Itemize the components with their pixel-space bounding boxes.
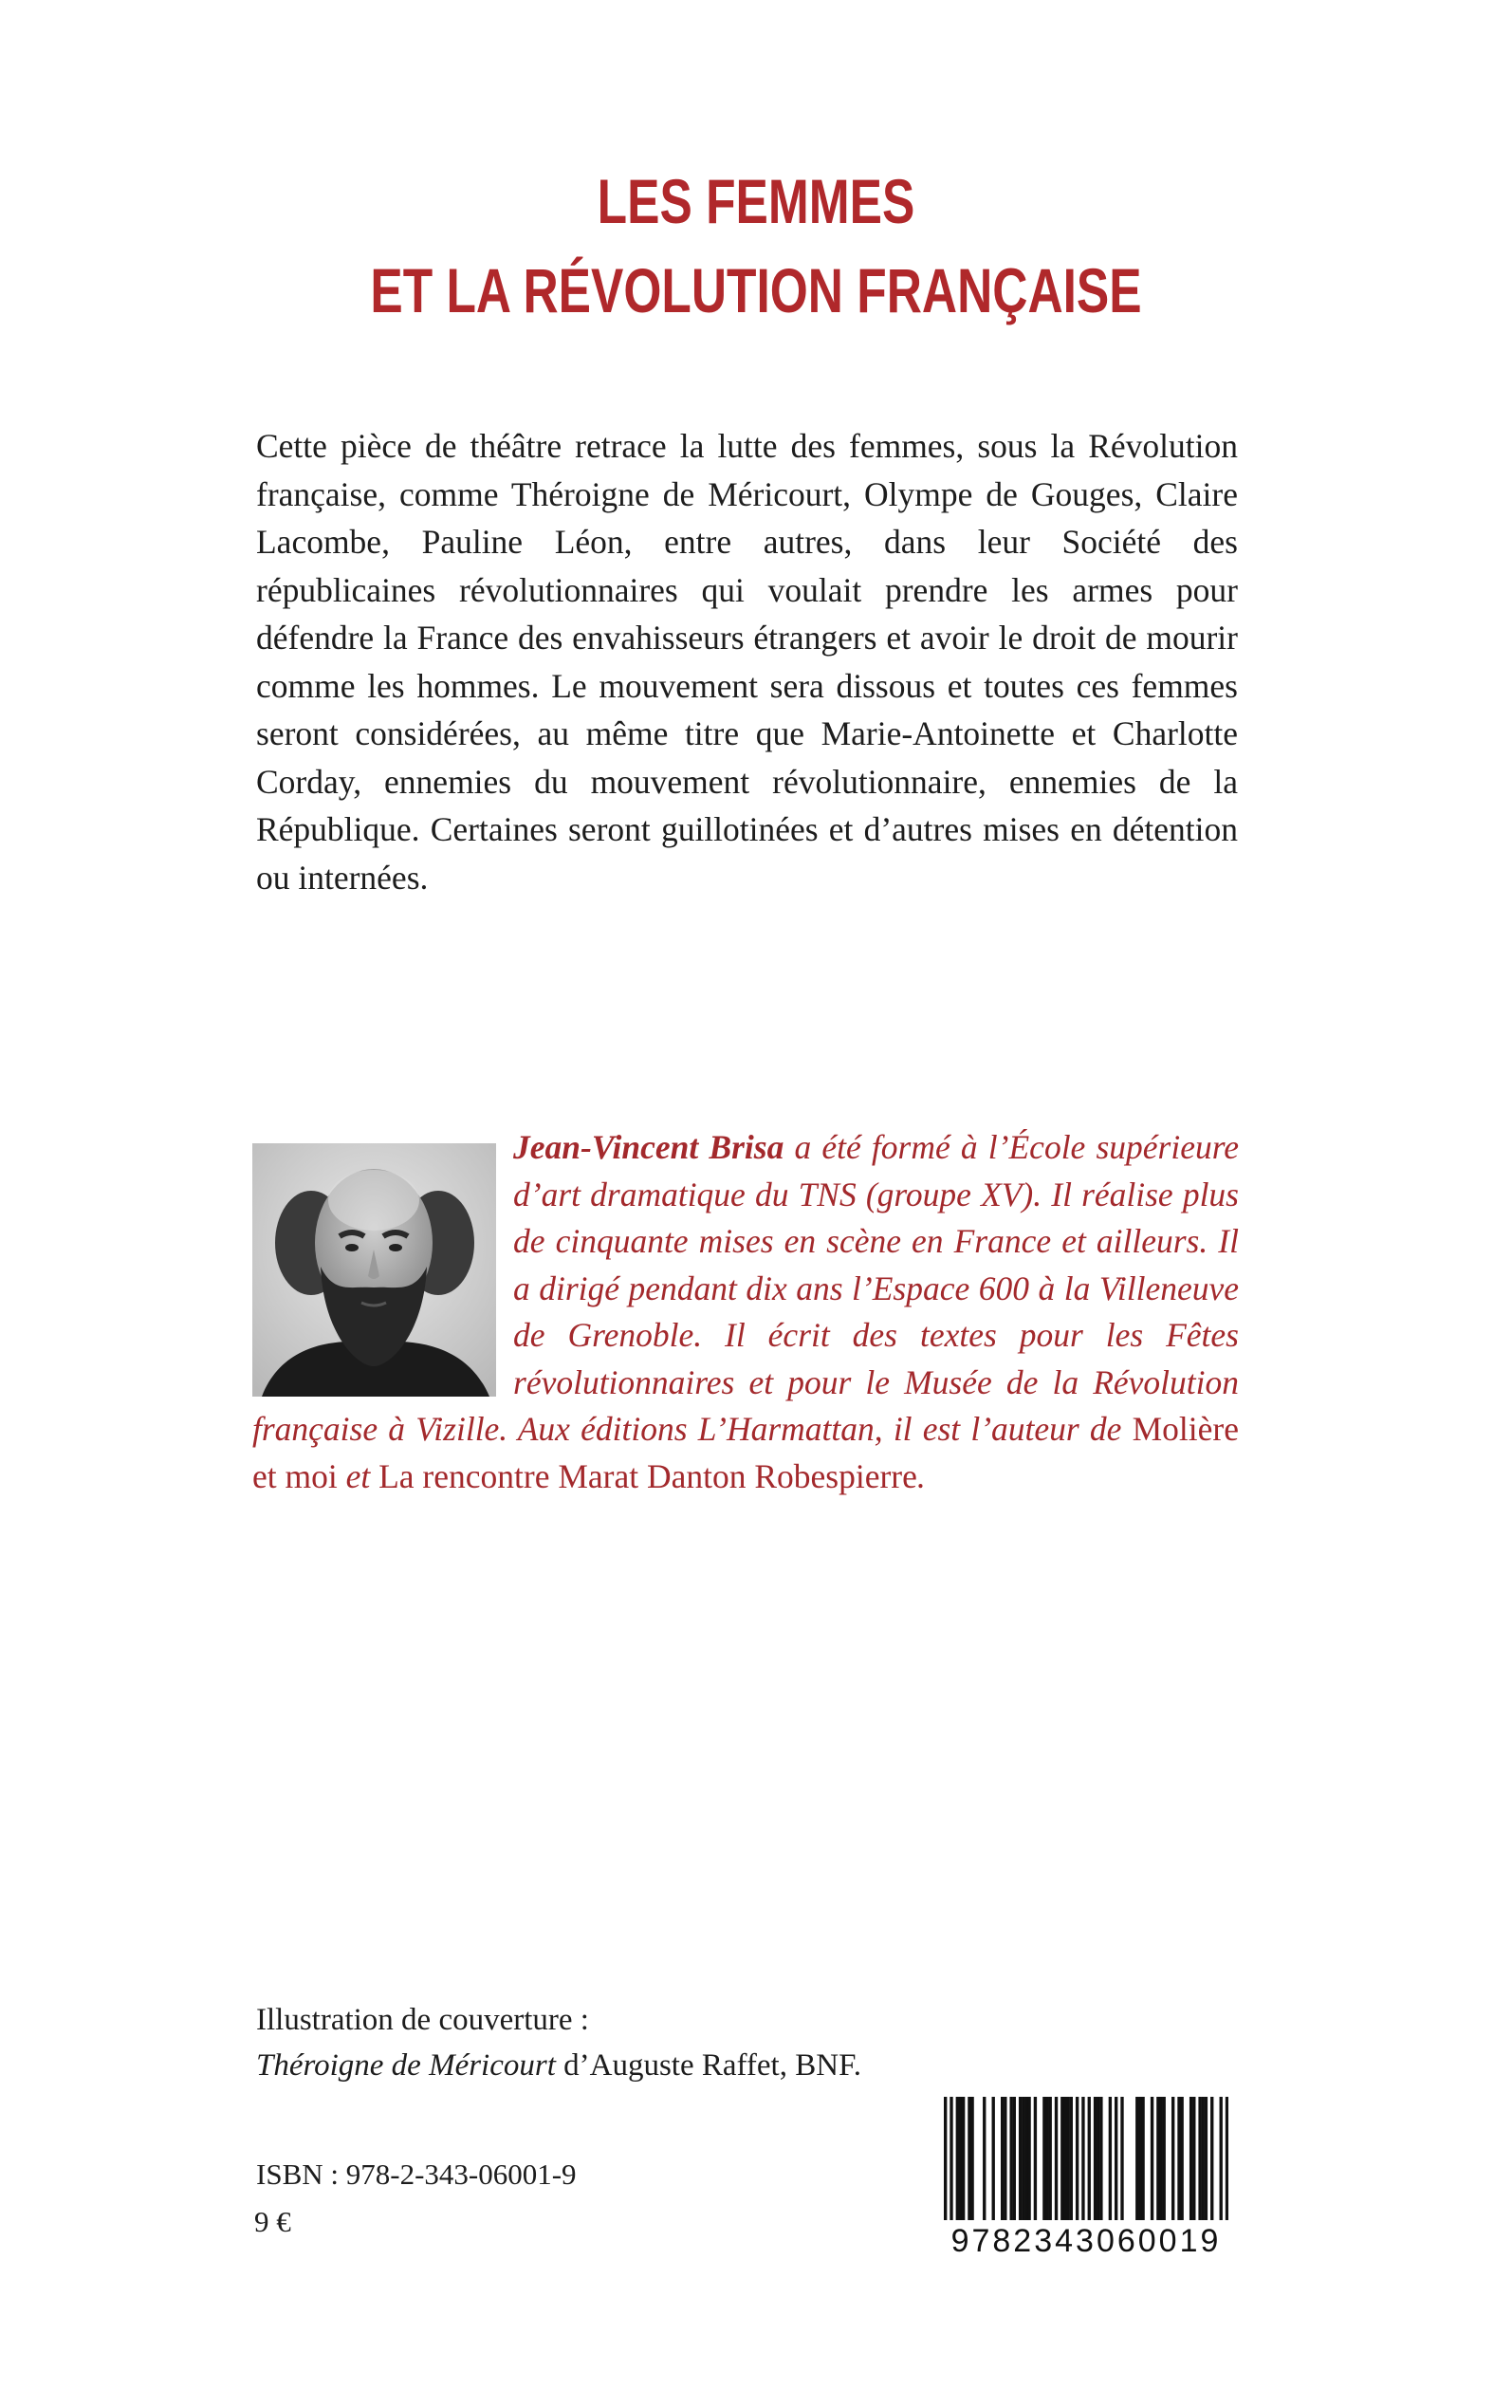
barcode-bar <box>1192 2097 1195 2220</box>
cover-credit-label: Illustration de couverture : <box>256 2003 589 2037</box>
book-title-2: La rencontre Marat Danton Robespierre <box>378 1456 917 1495</box>
barcode-bar <box>1109 2097 1112 2220</box>
barcode-bar <box>1198 2097 1201 2220</box>
barcode-bar <box>1060 2097 1063 2220</box>
barcode-bar <box>1171 2097 1174 2220</box>
barcode-bar <box>1034 2097 1037 2220</box>
bio-text-part-1: a été formé à l’École supérieure d’art dramatique du TNS (groupe XV). Il réalise plus de cinquante mises en scène en France et ailleurs. Il a dirigé pendant dix ans l’Espace 600 à la Villeneuve de Grenoble. Il écrit des textes pour les Fêtes révolutionnaires et pour le Musée de la Révolution française à Vizille. Aux éditions L’Harmattan, il est l’auteur de <box>252 1128 1239 1448</box>
price: 9 € <box>254 2205 291 2238</box>
barcode-bar <box>1120 2097 1123 2220</box>
barcode-digits: 9782343060019 <box>950 2223 1222 2259</box>
cover-artwork-source: d’Auguste Raffet, BNF. <box>555 2048 862 2083</box>
book-summary: Cette pièce de théâtre retrace la lutte des femmes, sous la Révolution française, comme Théroigne de Méricourt, Olympe de Gouges, Claire Lacombe, Pauline Léon, entre autres, dans leur Société des républicaines révolutionnaires qui voulait prendre les armes pour défendre la France des envahisseurs étrangers et avoir le droit de mourir comme les hommes. Le mouvement sera dissous et toutes ces femmes seront considérées, au même titre que Marie-Antoinette et Charlotte Corday, ennemies du mouvement révolutionnaire, ennemies de la République. Certaines seront guillotinées et d’autres mises en détention ou internées. <box>256 427 1238 897</box>
barcode-bars <box>944 2097 1228 2225</box>
barcode-bar <box>1055 2097 1058 2220</box>
barcode-bar <box>1156 2097 1159 2220</box>
barcode-bar <box>1019 2097 1022 2220</box>
barcode-bar <box>944 2097 947 2220</box>
barcode-bar <box>1081 2097 1084 2220</box>
author-photo <box>252 1143 496 1397</box>
barcode-bar <box>1141 2097 1144 2220</box>
barcode-bar <box>1177 2097 1180 2220</box>
barcode-bar <box>1220 2097 1223 2220</box>
barcode-bar <box>1042 2097 1045 2220</box>
barcode-bar <box>959 2097 962 2220</box>
barcode-bar <box>1049 2097 1052 2220</box>
barcode-bar <box>1163 2097 1166 2220</box>
barcode-bar <box>1115 2097 1117 2220</box>
barcode-bar <box>983 2097 986 2220</box>
barcode-bar <box>1045 2097 1048 2220</box>
barcode-bar <box>1151 2097 1153 2220</box>
barcode-bar <box>1004 2097 1006 2220</box>
author-portrait-image <box>252 1143 496 1397</box>
bio-text-part-3: . <box>916 1456 926 1495</box>
cover-artwork-title: Théroigne de Méricourt <box>256 2048 556 2083</box>
barcode-bar <box>1099 2097 1102 2220</box>
barcode-bar <box>1138 2097 1141 2220</box>
barcode-bar <box>968 2097 970 2220</box>
barcode-bar <box>1202 2097 1205 2220</box>
barcode-bar <box>1189 2097 1192 2220</box>
barcode-bar <box>950 2097 952 2220</box>
barcode-bar <box>1159 2097 1162 2220</box>
barcode-bar <box>1226 2097 1228 2220</box>
barcode-bar <box>1024 2097 1027 2220</box>
barcode-bar <box>1063 2097 1066 2220</box>
author-bio <box>252 1124 1239 1551</box>
title-line-2: ET LA RÉVOLUTION FRANÇAISE <box>370 255 1142 325</box>
barcode-bar <box>1088 2097 1091 2220</box>
barcode-bar <box>1001 2097 1004 2220</box>
cover-credit-line <box>256 2043 861 2088</box>
barcode-bar <box>992 2097 995 2220</box>
barcode <box>944 2097 1228 2268</box>
barcode-bar <box>1013 2097 1016 2220</box>
isbn: ISBN : 978-2-343-06001-9 <box>256 2158 577 2191</box>
barcode-bar <box>1009 2097 1012 2220</box>
barcode-bar <box>962 2097 965 2220</box>
barcode-bar <box>1210 2097 1213 2220</box>
book-title-1: Molière et moi <box>252 1410 1239 1495</box>
barcode-bar <box>1070 2097 1073 2220</box>
barcode-bar <box>1027 2097 1030 2220</box>
barcode-bar <box>1097 2097 1099 2220</box>
bio-text-part-2: et <box>337 1456 379 1495</box>
barcode-bar <box>1205 2097 1208 2220</box>
author-name: Jean-Vincent Brisa <box>513 1128 784 1166</box>
cover-credit <box>256 1997 861 2088</box>
barcode-bar <box>1022 2097 1024 2220</box>
title-line-1: LES FEMMES <box>597 166 915 236</box>
barcode-bar <box>1066 2097 1069 2220</box>
barcode-bar <box>1076 2097 1079 2220</box>
book-title <box>166 157 1345 335</box>
barcode-bar <box>1135 2097 1138 2220</box>
barcode-bar <box>1094 2097 1097 2220</box>
barcode-bar <box>970 2097 973 2220</box>
barcode-bar <box>1180 2097 1183 2220</box>
barcode-bar <box>956 2097 959 2220</box>
